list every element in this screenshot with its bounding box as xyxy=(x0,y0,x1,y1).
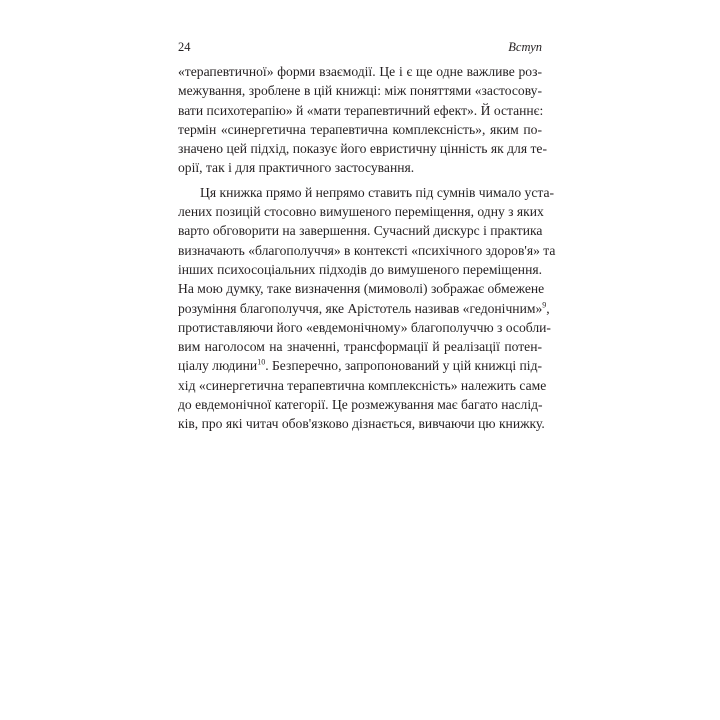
section-title: Вступ xyxy=(508,40,542,54)
text-fragment: ціалу людини xyxy=(178,358,258,374)
text-line: значено цей підхід, показує його евристичну цінність як для те- xyxy=(178,141,547,157)
footnote-ref-10[interactable]: 10 xyxy=(257,357,266,367)
text-line: межування, зроблене в цій книжці: між поняттями «застосову- xyxy=(178,83,542,99)
text-line: інших психосоціальних підходів до вимушеного переміщення. xyxy=(178,261,542,277)
text-line xyxy=(178,299,550,318)
text-line: вати психотерапію» й «мати терапевтичний ефект». Й останнє: xyxy=(178,102,544,118)
text-line: до евдемонічної категорії. Це розмежування має багато наслід- xyxy=(178,397,543,413)
running-head xyxy=(178,40,542,56)
text-line: протиставляючи його «евдемонічному» благополуччю з особли- xyxy=(178,319,551,335)
text-line: варто обговорити на завершення. Сучасний дискурс і практика xyxy=(178,223,543,239)
text-fragment: «синергетична терапевтична комплексність» належить саме xyxy=(198,377,547,393)
text-line: Ця книжка прямо й непрямо ставить під сумнів чимало уста- xyxy=(200,184,555,200)
text-line: орії, так і для практичного застосування. xyxy=(178,160,415,176)
text-line xyxy=(178,356,542,375)
text-fragment: . Безперечно, запропонований у цій книжці під- xyxy=(265,358,543,374)
text-line: «терапевтичної» форми взаємодії. Це і є ще одне важливе роз- xyxy=(178,64,542,79)
page-number: 24 xyxy=(178,40,191,54)
text-line: ків, про які читач обов'язково дізнається, вивчаючи цю книжку. xyxy=(178,416,545,432)
text-line: На мою думку, таке визначення (мимоволі) зображає обмежене xyxy=(178,281,545,297)
text-line: визначають «благополуччя» в контексті «психічного здоров'я» та xyxy=(178,242,556,258)
text-fragment: хід xyxy=(178,377,199,393)
text-line: вим наголосом на значенні, трансформації й реалізації потен- xyxy=(178,339,542,355)
body-text xyxy=(178,62,556,434)
text-line xyxy=(178,376,547,395)
text-fragment: розуміння благополуччя, яке Арістотель називав «гедонічним» xyxy=(178,300,543,316)
footnote-ref-9[interactable]: 9 xyxy=(542,300,547,310)
text-line: термін «синергетична терапевтична комплексність», яким по- xyxy=(178,121,542,137)
text-fragment: , xyxy=(546,300,550,316)
text-line: лених позицій стосовно вимушеного переміщення, одну з яких xyxy=(178,204,544,220)
